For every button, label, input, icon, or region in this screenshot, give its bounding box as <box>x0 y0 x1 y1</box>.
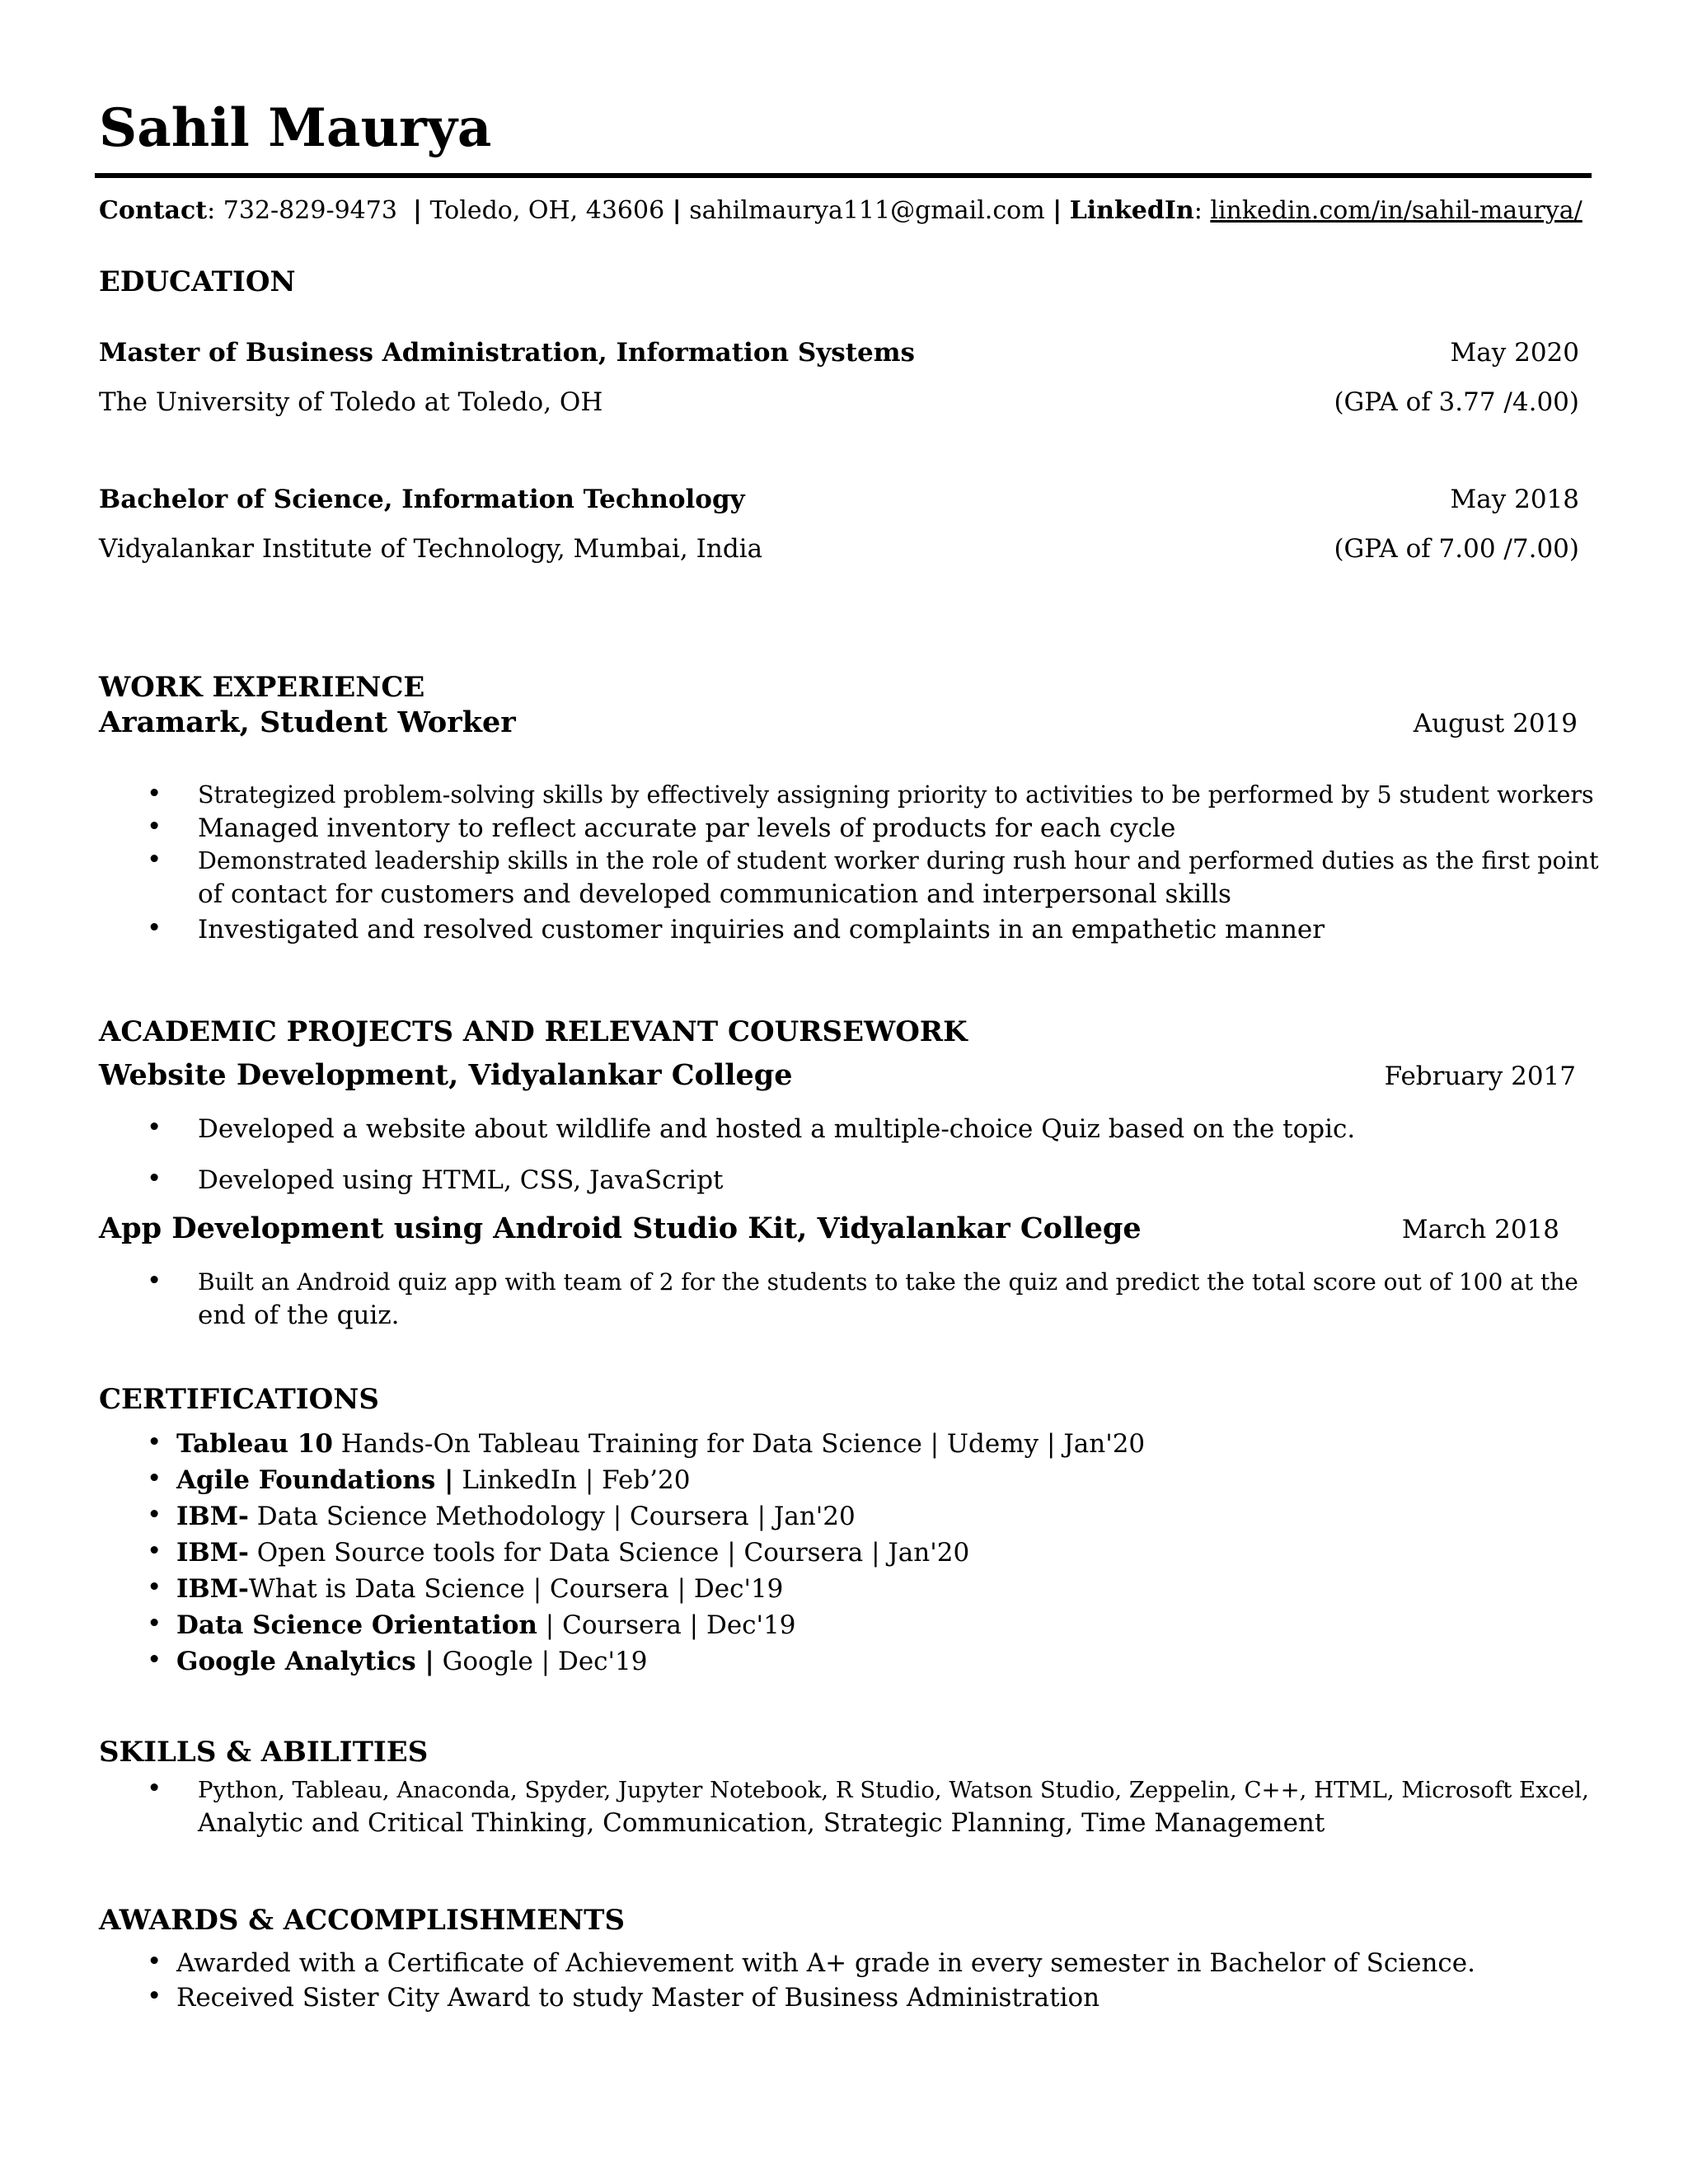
header-divider <box>95 173 1592 178</box>
bullet-dot: • <box>147 1164 162 1193</box>
skills-line: Python, Tableau, Anaconda, Spyder, Jupyter Notebook, R Studio, Watson Studio, Zeppelin, C++, HTML, Microsoft Excel, <box>198 1777 1589 1803</box>
bullet-dot: • <box>147 1645 162 1675</box>
job-title: Aramark, Student Worker <box>99 705 516 739</box>
job-bullet: Investigated and resolved customer inquiries and complaints in an empathetic manner <box>198 915 1325 944</box>
job-bullet: Managed inventory to reflect accurate par levels of products for each cycle <box>198 813 1176 843</box>
certification-item: Data Science Orientation | Coursera | Dec'19 <box>176 1610 796 1640</box>
bullet-dot: • <box>147 1266 162 1296</box>
job-bullet: Strategized problem-solving skills by effectively assigning priority to activities to be performed by 5 student workers <box>198 781 1594 808</box>
education-gpa: (GPA of 3.77 /4.00) <box>1334 387 1579 417</box>
contact-line: Contact: 732-829-9473 | Toledo, OH, 43606 | sahilmaurya111@gmail.com | LinkedIn: linkedin.com/in/sahil-maurya/ <box>99 196 1582 225</box>
work-heading: WORK EXPERIENCE <box>99 671 425 704</box>
project-title: App Development using Android Studio Kit, Vidyalankar College <box>99 1212 1142 1245</box>
education-degree: Master of Business Administration, Information Systems <box>99 338 915 368</box>
linkedin-label: LinkedIn <box>1069 196 1194 225</box>
education-heading: EDUCATION <box>99 265 296 298</box>
bullet-dot: • <box>147 1981 162 2011</box>
education-gpa: (GPA of 7.00 /7.00) <box>1334 534 1579 564</box>
project-bullet: Built an Android quiz app with team of 2 for the students to take the quiz and predict the total score out of 100 at the <box>198 1268 1578 1296</box>
certification-item: Google Analytics | Google | Dec'19 <box>176 1647 648 1676</box>
job-date: August 2019 <box>1413 709 1578 738</box>
education-degree: Bachelor of Science, Information Technology <box>99 485 745 514</box>
project-title: Website Development, Vidyalankar College <box>99 1058 793 1092</box>
contact-phone: 732-829-9473 <box>223 196 397 225</box>
job-bullet-continuation: of contact for customers and developed communication and interpersonal skills <box>198 879 1231 909</box>
project-bullet: Developed using HTML, CSS, JavaScript <box>198 1165 724 1195</box>
certification-item: Agile Foundations | LinkedIn | Feb’20 <box>176 1465 691 1495</box>
projects-heading: ACADEMIC PROJECTS AND RELEVANT COURSEWORK <box>99 1015 968 1048</box>
bullet-dot: • <box>147 779 162 808</box>
bullet-dot: • <box>147 1464 162 1493</box>
bullet-dot: • <box>147 812 162 841</box>
bullet-dot: • <box>147 845 162 874</box>
bullet-dot: • <box>147 1113 162 1142</box>
project-date: February 2017 <box>1384 1062 1576 1091</box>
award-item: Awarded with a Certificate of Achievement with A+ grade in every semester in Bachelor of Science. <box>176 1948 1475 1978</box>
certifications-heading: CERTIFICATIONS <box>99 1383 379 1416</box>
bullet-dot: • <box>147 1609 162 1638</box>
job-bullet: Demonstrated leadership skills in the role of student worker during rush hour and performed duties as the first point <box>198 847 1599 874</box>
education-school: The University of Toledo at Toledo, OH <box>99 387 603 417</box>
certification-item: IBM-What is Data Science | Coursera | Dec'19 <box>176 1574 784 1604</box>
awards-heading: AWARDS & ACCOMPLISHMENTS <box>99 1904 626 1937</box>
certification-item: IBM- Open Source tools for Data Science | Coursera | Jan'20 <box>176 1538 970 1568</box>
award-item: Received Sister City Award to study Master of Business Administration <box>176 1983 1100 2013</box>
bullet-dot: • <box>147 913 162 943</box>
contact-email[interactable]: sahilmaurya111@gmail.com <box>689 196 1045 225</box>
bullet-dot: • <box>147 1500 162 1530</box>
project-date: March 2018 <box>1401 1215 1559 1244</box>
certification-item: IBM- Data Science Methodology | Coursera | Jan'20 <box>176 1502 856 1531</box>
contact-location: Toledo, OH, 43606 <box>429 196 665 225</box>
resume-name: Sahil Maurya <box>99 97 492 159</box>
skills-line-continuation: Analytic and Critical Thinking, Communication, Strategic Planning, Time Management <box>198 1808 1325 1838</box>
bullet-dot: • <box>147 1947 162 1976</box>
education-date: May 2018 <box>1450 485 1579 514</box>
bullet-dot: • <box>147 1774 162 1803</box>
certification-item: Tableau 10 Hands-On Tableau Training for Data Science | Udemy | Jan'20 <box>176 1429 1146 1459</box>
linkedin-link[interactable]: linkedin.com/in/sahil-maurya/ <box>1210 196 1582 225</box>
project-bullet-continuation: end of the quiz. <box>198 1301 400 1330</box>
education-date: May 2020 <box>1450 338 1579 368</box>
project-bullet: Developed a website about wildlife and hosted a multiple-choice Quiz based on the topic. <box>198 1114 1356 1144</box>
bullet-dot: • <box>147 1572 162 1602</box>
contact-label: Contact <box>99 196 208 225</box>
bullet-dot: • <box>147 1427 162 1457</box>
skills-heading: SKILLS & ABILITIES <box>99 1736 429 1769</box>
education-school: Vidyalankar Institute of Technology, Mumbai, India <box>99 534 763 564</box>
bullet-dot: • <box>147 1536 162 1566</box>
